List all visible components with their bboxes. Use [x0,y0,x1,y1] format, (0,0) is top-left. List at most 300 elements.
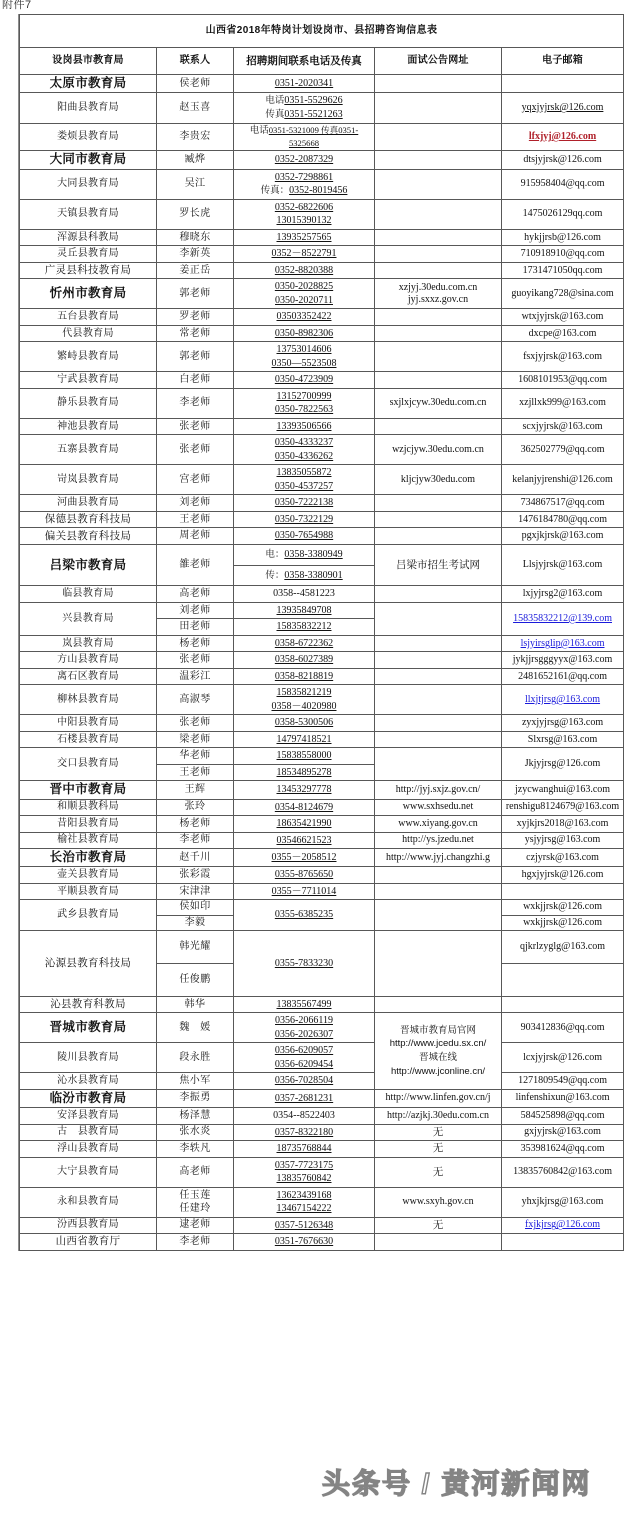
url-cell [375,418,502,435]
url-cell[interactable]: 无 [375,1217,502,1234]
email-cell[interactable]: xzjllxk999@163.com [502,388,624,418]
email-cell[interactable]: 1475026129qq.com [502,199,624,229]
email-cell[interactable]: yhxjkjrsg@163.com [502,1187,624,1217]
contact-cell: 赵千川 [157,849,234,867]
table-row [20,229,624,246]
contact-cell: 白老师 [157,372,234,389]
contact-cell: 任玉莲 任建玲 [157,1187,234,1217]
table-row [20,123,624,150]
phone-cell[interactable]: 0351-7676630 [234,1234,375,1251]
phone-cell[interactable]: 0357-5126348 [234,1217,375,1234]
phone-cell[interactable]: 13935849708 [234,602,375,619]
org-cell: 浮山县教育局 [20,1141,157,1158]
phone-cell[interactable]: 18735768844 [234,1141,375,1158]
email-cell[interactable]: lxjyjrsg2@163.com [502,586,624,603]
contact-cell: 刘老师 [157,602,234,619]
phone-cell[interactable]: 电话0351-5529626 传真0351-5521263 [234,93,375,124]
url-cell[interactable]: http://www.jyj.changzhi.g [375,849,502,867]
url-cell[interactable]: sxjlxjcyw.30edu.com.cn [375,388,502,418]
phone-cell[interactable]: 0358-5300506 [234,715,375,732]
org-cell: 代县教育局 [20,325,157,342]
email-cell[interactable]: czjyrsk@163.com [502,849,624,867]
org-cell: 忻州市教育局 [20,279,157,309]
table-row [20,511,624,528]
column-header-phone: 招聘期间联系电话及传真 [234,48,375,75]
contact-cell: 雒老师 [157,544,234,586]
org-cell: 岚县教育局 [20,635,157,652]
phone-cell[interactable]: 0357-2681231 [234,1089,375,1107]
table-row [20,435,624,465]
phone-cell[interactable]: 15835821219 0358－4020980 [234,685,375,715]
org-cell: 偏关县教育科技局 [20,528,157,545]
table-row [20,731,624,748]
contact-cell: 穆晓东 [157,229,234,246]
phone-cell[interactable]: 0350-2028825 0350-2020711 [234,279,375,309]
email-cell[interactable]: wxkjjrsk@126.com [502,915,624,930]
contact-cell: 高老师 [157,586,234,603]
email-cell[interactable]: Slxrsg@163.com [502,731,624,748]
email-cell[interactable]: 915958404@qq.com [502,169,624,199]
url-cell [375,996,502,1013]
phone-cell[interactable]: 0351-2020341 [234,75,375,93]
email-cell[interactable]: scxjyjrsk@163.com [502,418,624,435]
url-cell [375,586,502,603]
email-cell[interactable]: lsjyirsglip@163.com [502,635,624,652]
email-cell[interactable]: yqxjyjrsk@126.com [502,93,624,124]
phone-cell[interactable]: 0350-7222138 [234,495,375,512]
column-header-org: 设岗县市教育局 [20,48,157,75]
table-row [20,246,624,263]
table-row [20,816,624,833]
url-cell [375,229,502,246]
table-header-row [20,48,624,75]
email-cell[interactable]: 584525898@qq.com [502,1108,624,1125]
table-row [20,279,624,309]
url-cell [375,93,502,124]
org-cell: 山西省教育厅 [20,1234,157,1251]
url-cell [375,495,502,512]
email-cell[interactable]: gxjyjrsk@163.com [502,1124,624,1141]
url-cell[interactable]: www.sxhsedu.net [375,799,502,816]
contact-cell: 侯如印 [157,900,234,915]
org-cell: 岢岚县教育局 [20,465,157,495]
org-cell: 平顺县教育局 [20,883,157,900]
table-row [20,151,624,169]
org-cell: 永和县教育局 [20,1187,157,1217]
table-row [20,1124,624,1141]
email-cell[interactable]: 1731471050qq.com [502,262,624,279]
org-cell: 天镇县教育局 [20,199,157,229]
url-cell[interactable]: 吕梁市招生考试网 [375,544,502,586]
email-cell[interactable]: 13835760842@163.com [502,1157,624,1187]
table-row [20,309,624,326]
table-row [20,781,624,799]
contact-cell: 罗老师 [157,309,234,326]
phone-cell[interactable]: 13835567499 [234,996,375,1013]
org-cell: 方山县教育局 [20,652,157,669]
email-cell[interactable]: 353981624@qq.com [502,1141,624,1158]
url-cell [375,900,502,930]
table-row [20,495,624,512]
phone-cell[interactable]: 0358-6027389 [234,652,375,669]
email-cell[interactable]: kelanjyjrenshi@126.com [502,465,624,495]
org-cell: 临县教育局 [20,586,157,603]
org-cell: 五台县教育局 [20,309,157,326]
phone-cell[interactable]: 0355-6385235 [234,900,375,930]
recruitment-info-table [19,14,624,1251]
table-row [20,930,624,963]
contact-cell: 郭老师 [157,342,234,372]
email-cell[interactable]: 1608101953@qq.com [502,372,624,389]
org-cell: 交口县教育局 [20,748,157,781]
email-cell[interactable]: 362502779@qq.com [502,435,624,465]
url-cell[interactable]: 无 [375,1141,502,1158]
email-cell[interactable]: 903412836@qq.com [502,1013,624,1043]
contact-cell: 张老师 [157,715,234,732]
email-cell [502,75,624,93]
phone-cell[interactable]: 13753014606 0350—5523508 [234,342,375,372]
table-row [20,652,624,669]
org-cell: 晋中市教育局 [20,781,157,799]
org-cell: 安泽县教育局 [20,1108,157,1125]
url-cell [375,748,502,781]
org-cell: 娄烦县教育局 [20,123,157,150]
url-cell[interactable]: http://azjkj.30edu.com.cn [375,1108,502,1125]
org-cell: 陵川县教育局 [20,1043,157,1073]
url-cell [375,309,502,326]
url-cell [375,75,502,93]
email-cell[interactable]: hykjjrsb@126.com [502,229,624,246]
phone-cell[interactable]: 14797418521 [234,731,375,748]
table-row [20,1157,624,1187]
table-row [20,418,624,435]
phone-cell[interactable]: 0352-6822606 13015390132 [234,199,375,229]
contact-cell: 杨泽慧 [157,1108,234,1125]
contact-cell: 逮老师 [157,1217,234,1234]
phone-cell[interactable]: 0350-7322129 [234,511,375,528]
org-cell: 兴县教育局 [20,602,157,635]
table-row [20,996,624,1013]
url-cell [375,199,502,229]
contact-cell: 宋津津 [157,883,234,900]
contact-cell: 韩华 [157,996,234,1013]
contact-cell: 温彩江 [157,668,234,685]
contact-cell: 张玲 [157,799,234,816]
phone-cell[interactable]: 13623439168 13467154222 [234,1187,375,1217]
contact-cell: 杨老师 [157,816,234,833]
phone-cell[interactable]: 03503352422 [234,309,375,326]
contact-cell: 李振勇 [157,1089,234,1107]
table-row [20,388,624,418]
org-cell: 汾西县教育局 [20,1217,157,1234]
phone-cell[interactable]: 0356-6209057 0356-6209454 [234,1043,375,1073]
contact-cell: 王老师 [157,764,234,781]
url-cell[interactable]: wzjcjyw.30edu.com.cn [375,435,502,465]
contact-cell: 李轶凡 [157,1141,234,1158]
phone-cell[interactable]: 13453297778 [234,781,375,799]
email-cell [502,996,624,1013]
url-cell [375,262,502,279]
url-cell[interactable]: xzjyj.30edu.com.cn jyj.sxxz.gov.cn [375,279,502,309]
url-cell [375,883,502,900]
email-cell[interactable]: renshigu8124679@163.com [502,799,624,816]
phone-cell[interactable]: 15838558000 [234,748,375,765]
email-cell[interactable]: wtxjyjrsk@163.com [502,309,624,326]
contact-cell: 王老师 [157,511,234,528]
contact-cell: 侯老师 [157,75,234,93]
email-cell[interactable]: dtsjyjrsk@126.com [502,151,624,169]
phone-cell[interactable]: 0350-4333237 0350-4336262 [234,435,375,465]
table-row [20,465,624,495]
table-row [20,325,624,342]
contact-cell: 田老师 [157,619,234,636]
org-cell: 晋城市教育局 [20,1013,157,1043]
url-cell [375,930,502,996]
table-row [20,1234,624,1251]
phone-cell[interactable]: 0356-2066119 0356-2026307 [234,1013,375,1043]
url-cell[interactable]: http://ys.jzedu.net [375,832,502,849]
url-cell [375,1234,502,1251]
table-row [20,75,624,93]
email-cell[interactable]: Jkjyjrsg@126.com [502,748,624,781]
url-cell[interactable]: http://jyj.sxjz.gov.cn/ [375,781,502,799]
phone-cell[interactable]: 0350-4723909 [234,372,375,389]
org-cell: 榆社县教育局 [20,832,157,849]
table-row [20,528,624,545]
email-cell[interactable] [502,963,624,996]
table-row [20,199,624,229]
contact-cell: 张水炎 [157,1124,234,1141]
contact-cell: 罗长虎 [157,199,234,229]
attachment-label: 附件7 [2,0,32,11]
email-cell[interactable]: 734867517@qq.com [502,495,624,512]
org-cell: 石楼县教育局 [20,731,157,748]
url-cell[interactable]: kljcjyw30edu.com [375,465,502,495]
url-cell [375,867,502,884]
contact-cell: 姜正岳 [157,262,234,279]
contact-cell: 臧烨 [157,151,234,169]
email-cell[interactable]: jzycwanghui@163.com [502,781,624,799]
org-cell: 和顺县教科局 [20,799,157,816]
url-cell[interactable]: http://www.linfen.gov.cn/j [375,1089,502,1107]
contact-cell: 李贵宏 [157,123,234,150]
org-cell: 临汾市教育局 [20,1089,157,1107]
email-cell[interactable]: fxjkjrsg@126.com [502,1217,624,1234]
phone-cell[interactable]: 0354-8124679 [234,799,375,816]
table-row [20,668,624,685]
org-cell: 沁源县教育科技局 [20,930,157,996]
table-row [20,1089,624,1107]
phone-cell[interactable]: 0355-7833230 [234,930,375,996]
contact-cell: 段永胜 [157,1043,234,1073]
phone-cell[interactable]: 0358-8218819 [234,668,375,685]
org-cell: 沁县教育科教局 [20,996,157,1013]
phone-cell[interactable]: 0354--8522403 [234,1108,375,1125]
contact-cell: 杨老师 [157,635,234,652]
contact-cell: 李老师 [157,832,234,849]
phone-cell[interactable]: 0352-8820388 [234,262,375,279]
email-cell[interactable]: wxkjjrsk@126.com [502,900,624,915]
org-cell: 武乡县教育局 [20,900,157,930]
url-cell[interactable]: 晋城市教育局官网 http://www.jcedu.sx.cn/ 晋城在线 http://www.jconline.cn/ [375,1013,502,1090]
phone-cell[interactable]: 18534895278 [234,764,375,781]
org-cell: 中阳县教育局 [20,715,157,732]
org-cell: 大宁县教育局 [20,1157,157,1187]
contact-cell: 张老师 [157,435,234,465]
org-cell: 保德县教育科技局 [20,511,157,528]
email-cell[interactable]: Llsjyjrsk@163.com [502,544,624,586]
org-cell: 离石区教育局 [20,668,157,685]
contact-cell: 王辉 [157,781,234,799]
url-cell [375,123,502,150]
contact-cell: 焦小军 [157,1073,234,1090]
contact-cell: 韩光耀 [157,930,234,963]
table-sheet [18,14,622,1251]
contact-cell: 华老师 [157,748,234,765]
contact-cell: 高老师 [157,1157,234,1187]
email-cell[interactable]: pgxjkjrsk@163.com [502,528,624,545]
email-cell[interactable]: qjkrlzyglg@163.com [502,930,624,963]
url-cell [375,528,502,545]
table-row [20,748,624,765]
org-cell: 浑源县科教局 [20,229,157,246]
url-cell [375,246,502,263]
org-cell: 河曲县教育局 [20,495,157,512]
email-cell[interactable]: zyxjyjrsg@163.com [502,715,624,732]
contact-cell: 李老师 [157,1234,234,1251]
org-cell: 广灵县科技教育局 [20,262,157,279]
phone-cell[interactable]: 0350-8982306 [234,325,375,342]
table-row [20,1108,624,1125]
email-cell[interactable]: lfxjyj@126.com [502,123,624,150]
table-row [20,1187,624,1217]
table-row [20,849,624,867]
email-cell[interactable]: dxcpe@163.com [502,325,624,342]
table-row [20,685,624,715]
table-row [20,1043,624,1073]
email-cell[interactable]: ysjyjrsg@163.com [502,832,624,849]
phone-cell[interactable]: 电：0358-3380949 传：0358-3380901 [234,544,375,586]
phone-cell[interactable]: 13393506566 [234,418,375,435]
org-cell: 阳曲县教育局 [20,93,157,124]
email-cell[interactable]: lcxjyjrsk@126.com [502,1043,624,1073]
org-cell: 壶关县教育局 [20,867,157,884]
org-cell: 柳林县教育局 [20,685,157,715]
phone-cell[interactable]: 0356-7028504 [234,1073,375,1090]
email-cell[interactable]: 710918910@qq.com [502,246,624,263]
phone-cell[interactable]: 13935257565 [234,229,375,246]
email-cell[interactable]: jykjjrsgggyyx@163.com [502,652,624,669]
url-cell [375,652,502,669]
url-cell [375,372,502,389]
phone-cell[interactable]: 0352-7298861 传真：0352-8019456 [234,169,375,199]
contact-cell: 魏 媛 [157,1013,234,1043]
table-row [20,342,624,372]
email-cell[interactable]: fsxjyjrsk@163.com [502,342,624,372]
email-cell[interactable]: linfenshixun@163.com [502,1089,624,1107]
email-cell[interactable]: guoyikang728@sina.com [502,279,624,309]
url-cell[interactable]: www.xiyang.gov.cn [375,816,502,833]
phone-cell[interactable]: 电话0351-5321009 传真0351- 5325668 [234,123,375,150]
table-title-row [20,15,624,48]
contact-cell: 宫老师 [157,465,234,495]
org-cell: 古 县教育局 [20,1124,157,1141]
url-cell [375,325,502,342]
phone-cell[interactable]: 18635421990 [234,816,375,833]
url-cell[interactable]: 无 [375,1157,502,1187]
contact-cell: 李毅 [157,915,234,930]
contact-cell: 李老师 [157,388,234,418]
table-row [20,832,624,849]
url-cell[interactable]: www.sxyh.gov.cn [375,1187,502,1217]
contact-cell: 郭老师 [157,279,234,309]
url-cell [375,169,502,199]
phone-cell[interactable]: 13835055872 0350-4537257 [234,465,375,495]
phone-cell[interactable]: 03546621523 [234,832,375,849]
url-cell[interactable]: 无 [375,1124,502,1141]
email-cell[interactable]: llxjtjrsg@163.com [502,685,624,715]
watermark: 头条号 / 黄河新闻网 [322,1468,592,1499]
email-cell[interactable]: 15835832212@139.com [502,602,624,635]
table-row [20,883,624,900]
url-cell [375,342,502,372]
email-cell[interactable]: xyjkjrs2018@163.com [502,816,624,833]
phone-cell[interactable]: 0357-7723175 13835760842 [234,1157,375,1187]
url-cell [375,668,502,685]
email-cell[interactable]: 2481652161@qq.com [502,668,624,685]
phone-cell[interactable]: 0352－8522791 [234,246,375,263]
contact-cell: 常老师 [157,325,234,342]
org-cell: 大同县教育局 [20,169,157,199]
email-cell[interactable]: 1476184780@qq.com [502,511,624,528]
table-row [20,635,624,652]
table-row [20,544,624,586]
org-cell: 长治市教育局 [20,849,157,867]
url-cell [375,685,502,715]
phone-cell[interactable]: 0355-8765650 [234,867,375,884]
url-cell [375,511,502,528]
phone-cell[interactable]: 0355－7711014 [234,883,375,900]
org-cell: 沁水县教育局 [20,1073,157,1090]
phone-cell[interactable]: 0355－2058512 [234,849,375,867]
org-cell: 大同市教育局 [20,151,157,169]
email-cell[interactable]: hgxjyjrsk@126.com [502,867,624,884]
contact-cell: 刘老师 [157,495,234,512]
table-row [20,1141,624,1158]
table-row [20,900,624,915]
org-cell: 静乐县教育局 [20,388,157,418]
column-header-contact: 联系人 [157,48,234,75]
url-cell [375,635,502,652]
phone-cell[interactable]: 0352-2087329 [234,151,375,169]
table-row [20,169,624,199]
phone-cell[interactable]: 0350-7654988 [234,528,375,545]
phone-cell[interactable]: 15835832212 [234,619,375,636]
phone-cell[interactable]: 0358--4581223 [234,586,375,603]
url-cell [375,715,502,732]
org-cell: 宁武县教育局 [20,372,157,389]
email-cell[interactable]: 1271809549@qq.com [502,1073,624,1090]
email-cell [502,883,624,900]
contact-cell: 张老师 [157,652,234,669]
phone-cell[interactable]: 0357-8322180 [234,1124,375,1141]
email-cell [502,1234,624,1251]
contact-cell: 任俊鹏 [157,963,234,996]
page-title: 山西省2018年特岗计划设岗市、县招聘咨询信息表 [20,15,624,48]
phone-cell[interactable]: 0358-6722362 [234,635,375,652]
table-row [20,372,624,389]
phone-cell[interactable]: 13152700999 0350-7822563 [234,388,375,418]
